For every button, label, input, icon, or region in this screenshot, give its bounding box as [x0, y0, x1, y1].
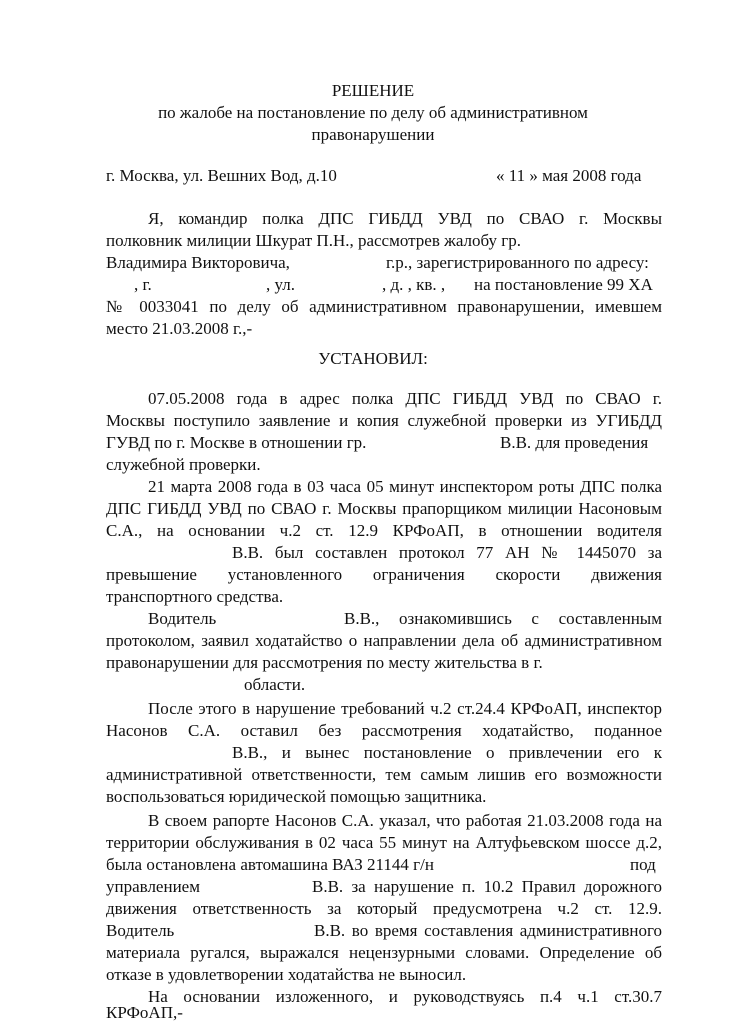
body-line: под [630, 855, 656, 874]
body-line: правонарушении для рассмотрения по месту жительства в г. [106, 653, 543, 672]
body-line: После этого в нарушение требований ч.2 ст.24.4 КРФоАП, инспектор [148, 699, 662, 718]
intro-line: полковник милиции Шкурат П.Н., рассмотрев жалобу гр. [106, 231, 521, 250]
body-line: отказе в удовлетворении ходатайства не выносил. [106, 965, 467, 984]
body-line: В.В., и вынес постановление о привлечении его к [232, 743, 662, 762]
document-subtitle-line-1: по жалобе на постановление по делу об административном [158, 103, 588, 122]
body-line: В своем рапорте Насонов С.А. указал, что работая 21.03.2008 года на [148, 811, 662, 830]
body-line: области. [244, 675, 306, 694]
document-subtitle-line-2: правонарушении [311, 125, 435, 144]
intro-line: г.р., зарегистрированного по адресу: [386, 253, 649, 272]
body-line: служебной проверки. [106, 455, 261, 474]
body-line: движения ответственность за который предусмотрена ч.2 ст. 12.9. [106, 899, 662, 918]
body-line: В.В. во время составления административного [314, 921, 662, 940]
body-line: В.В., ознакомившись с составленным [344, 609, 662, 628]
body-line: Москвы поступило заявление и копия служебной проверки из УГИБДД [106, 411, 662, 430]
body-line: Насонов С.А. оставил без рассмотрения ходатайство, поданное [106, 721, 662, 740]
intro-line: Владимира Викторовича, [106, 253, 290, 272]
body-line: ДПС ГИБДД УВД по СВАО г. Москвы прапорщиком милиции Насоновым [106, 499, 662, 518]
body-line: территории обслуживания в 02 часа 55 минут на Алтуфьевском шоссе д.2, [106, 833, 662, 852]
body-line: воспользоваться юридической помощью защитника. [106, 787, 487, 806]
body-line: 21 марта 2008 года в 03 часа 05 минут инспектором роты ДПС полка [148, 477, 662, 496]
intro-line: Я, командир полка ДПС ГИБДД УВД по СВАО г. Москвы [148, 209, 662, 228]
document-title: РЕШЕНИЕ [331, 81, 415, 100]
intro-line: на постановление 99 ХА [474, 275, 653, 294]
body-line: материала ругался, выражался нецензурными словами. Определение об [106, 943, 662, 962]
body-line: транспортного средства. [106, 587, 284, 606]
date-text: « 11 » мая 2008 года [496, 166, 642, 185]
body-line: В.В. за нарушение п. 10.2 Правил дорожного [312, 877, 662, 896]
body-line: В.В. для проведения [500, 433, 649, 452]
body-line: административной ответственности, тем самым лишив его возможности [106, 765, 662, 784]
body-line: превышение установленного ограничения скорости движения [106, 565, 662, 584]
intro-line: , г. [134, 275, 152, 294]
intro-line: место 21.03.2008 г.,- [106, 319, 253, 338]
place-text: г. Москва, ул. Вешних Вод, д.10 [106, 166, 337, 185]
body-line: С.А., на основании ч.2 ст. 12.9 КРФоАП, в отношении водителя [106, 521, 662, 540]
intro-line: , ул. [266, 275, 295, 294]
body-line: Водитель [148, 609, 217, 628]
body-line: В.В. был составлен протокол 77 АН № 1445070 за [232, 543, 662, 562]
body-line: 07.05.2008 года в адрес полка ДПС ГИБДД УВД по СВАО г. [148, 389, 662, 408]
intro-line: , д. , кв. , [382, 275, 446, 294]
body-line: была остановлена автомашина ВАЗ 21144 г/н [106, 855, 434, 874]
body-line: На основании изложенного, и руководствуясь п.4 ч.1 ст.30.7 [148, 987, 662, 1006]
body-line: КРФоАП,- [106, 1003, 183, 1022]
body-line: протоколом, заявил ходатайство о направлении дела об административном [106, 631, 662, 650]
body-line: ГУВД по г. Москве в отношении гр. [106, 433, 367, 452]
body-line: Водитель [106, 921, 175, 940]
intro-line: № 0033041 по делу об административном правонарушении, имевшем [106, 297, 662, 316]
body-line: управлением [106, 877, 200, 896]
established-heading: УСТАНОВИЛ: [318, 349, 428, 368]
